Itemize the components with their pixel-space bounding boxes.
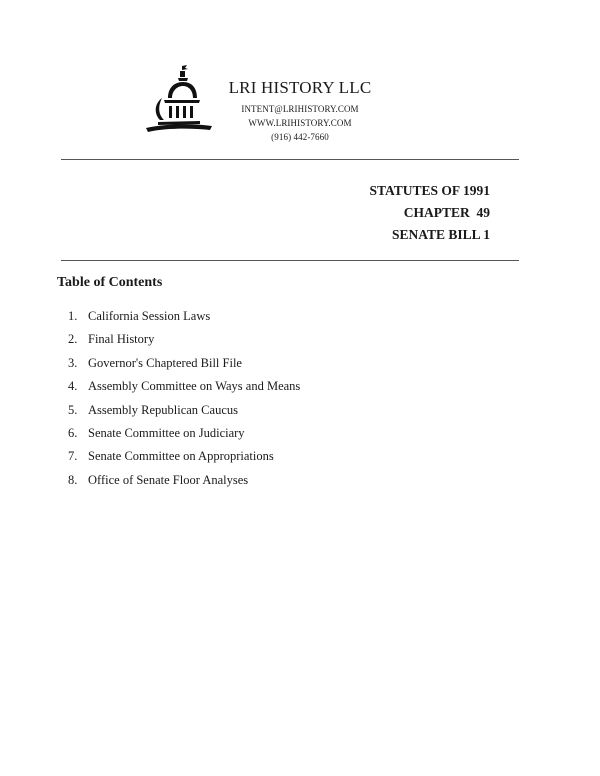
toc-item-label: California Session Laws: [88, 309, 211, 323]
company-website: WWW.LRIHISTORY.COM: [248, 118, 352, 128]
toc-item-label: Governor's Chaptered Bill File: [88, 355, 242, 370]
company-name: LRI HISTORY LLC: [228, 78, 372, 97]
toc-list: [68, 305, 300, 492]
company-phone: (916) 442-7660: [271, 132, 329, 142]
toc-item-label: Office of Senate Floor Analyses: [88, 472, 249, 487]
toc-item-number: 3.: [68, 355, 78, 370]
divider-top: [61, 159, 519, 160]
toc-item: [68, 399, 300, 422]
toc-item-number: 5.: [68, 402, 78, 417]
toc-item-label: Senate Committee on Judiciary: [88, 425, 245, 440]
toc-item: [68, 375, 300, 398]
toc-item-label: Assembly Republican Caucus: [88, 402, 238, 417]
toc-item: [68, 469, 300, 492]
toc-item: [68, 422, 300, 445]
toc-item-number: 4.: [68, 379, 78, 394]
toc-item-label: Senate Committee on Appropriations: [88, 449, 274, 464]
toc-item-label: Final History: [88, 332, 155, 347]
toc-item: [68, 445, 300, 468]
toc-item-number: 1.: [68, 309, 78, 323]
toc-item-number: 2.: [68, 332, 78, 347]
toc-item-number: 6.: [68, 425, 78, 440]
statute-year: STATUTES OF 1991: [369, 183, 490, 198]
toc-item: [68, 305, 300, 328]
toc-title: Table of Contents: [57, 275, 163, 290]
toc-item-number: 8.: [68, 472, 78, 487]
toc-item-label: Assembly Committee on Ways and Means: [88, 379, 301, 394]
toc-item-number: 7.: [68, 449, 78, 464]
toc-item: [68, 352, 300, 375]
letterhead: [200, 78, 400, 144]
statute-block: [369, 180, 490, 246]
divider-bottom: [61, 260, 519, 261]
toc-item: [68, 328, 300, 351]
statute-chapter: CHAPTER 49: [403, 205, 490, 220]
company-email: INTENT@LRIHISTORY.COM: [241, 104, 359, 114]
statute-bill: SENATE BILL 1: [391, 227, 490, 242]
